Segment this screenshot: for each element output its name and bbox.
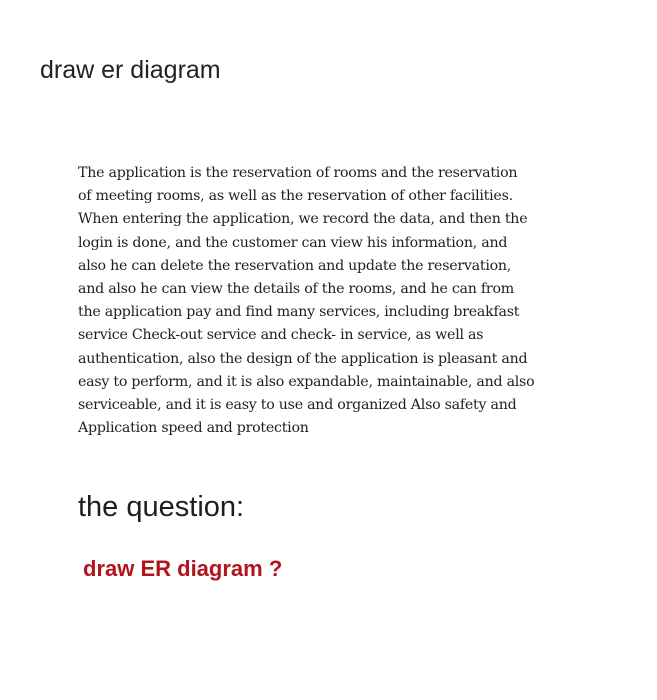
description-line: service Check-out service and check- in service, as well as <box>78 327 484 344</box>
question-text: draw ER diagram ? <box>83 556 283 581</box>
description-line: serviceable, and it is easy to use and organized Also safety and <box>78 397 517 414</box>
description-line: the application pay and find many services, including breakfast <box>78 304 520 321</box>
description-line: authentication, also the design of the application is pleasant and <box>78 350 528 367</box>
description-line: Application speed and protection <box>78 420 309 437</box>
description-line: easy to perform, and it is also expandable, maintainable, and also <box>78 373 535 390</box>
description-line: of meeting rooms, as well as the reservation of other facilities. <box>78 188 513 205</box>
question-heading: the question: <box>78 491 245 523</box>
description-line: When entering the application, we record the data, and then the <box>78 211 528 228</box>
description-line: The application is the reservation of rooms and the reservation <box>78 165 518 181</box>
page-title: draw er diagram <box>40 56 221 84</box>
description-line: login is done, and the customer can view his information, and <box>78 234 508 251</box>
description-line: also he can delete the reservation and update the reservation, <box>78 257 512 274</box>
problem-description <box>78 162 588 440</box>
description-line: and also he can view the details of the rooms, and he can from <box>78 281 514 298</box>
